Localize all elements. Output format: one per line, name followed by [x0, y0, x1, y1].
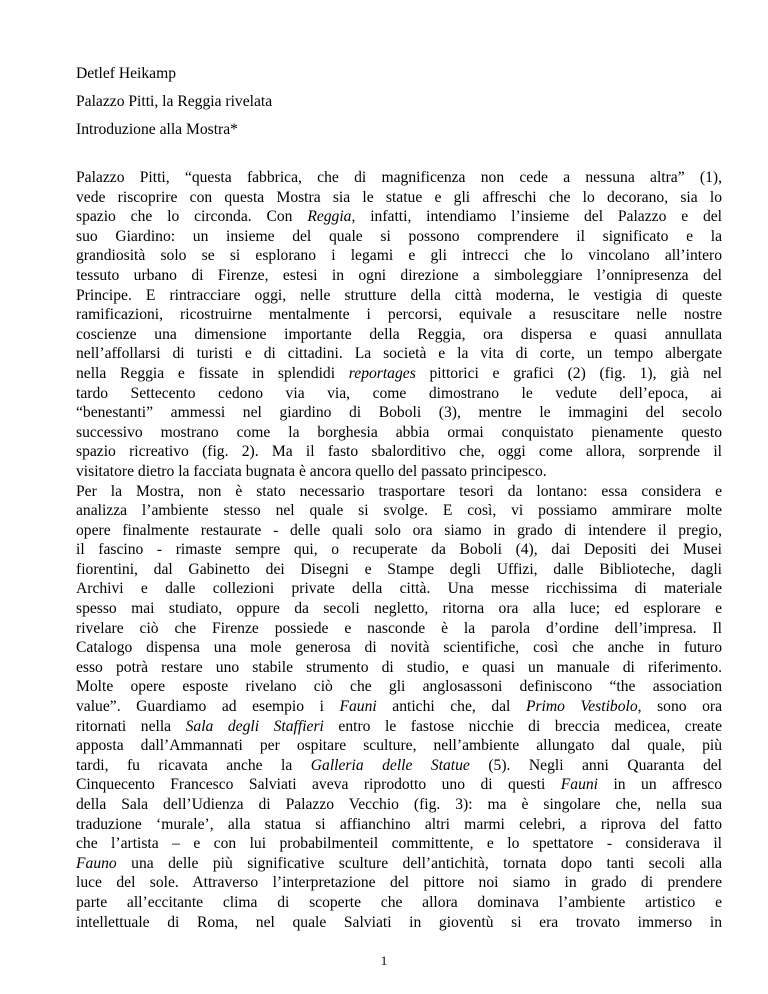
text-segment: intellettuale di Roma, nel quale Salviati in gioventù si era trovato immerso in: [76, 913, 722, 931]
text-line: [76, 501, 722, 521]
text-segment: nella Reggia e fissate in splendidi: [76, 364, 349, 382]
text-segment: , infatti, intendiamo l’insieme del Palazzo e del: [351, 208, 722, 226]
text-line: [76, 521, 722, 541]
text-segment: visitatore dietro la facciata bugnata è ancora quello del passato principesco.: [76, 462, 547, 480]
text-segment: il fascino - rimaste sempre qui, o recuperate da Boboli (4), dai Depositi dei Musei: [76, 541, 722, 559]
text-segment: tardi, fu ricavata anche la: [76, 756, 311, 774]
text-segment: una delle più significative sculture dell’antichità, tornata dopo tanti secoli alla: [116, 854, 722, 872]
text-segment: Cinquecento Francesco Salviati aveva riprodotto uno di questi: [76, 776, 561, 794]
text-line: [76, 540, 722, 560]
text-line: [76, 227, 722, 247]
text-line: [76, 913, 722, 933]
text-segment: tessuto urbano di Firenze, estesi in ogni direzione a simboleggiare l’onnipresenza del: [76, 266, 722, 284]
text-line: [76, 873, 722, 893]
text-line: [76, 619, 722, 639]
text-line: [76, 756, 722, 776]
text-line: [76, 325, 722, 345]
text-segment: fiorentini, dal Gabinetto dei Disegni e Stampe degli Uffizi, dalle Biblioteche, dagli: [76, 560, 722, 578]
page-number: 1: [380, 953, 388, 968]
text-line: [76, 579, 722, 599]
text-segment: ramificazioni, ricostruirne mentalmente i percorsi, equivale a resuscitare nelle nostre: [76, 306, 722, 324]
text-segment: della Sala dell’Udienza di Palazzo Vecchio (fig. 3): ma è singolare che, nella sua: [76, 796, 722, 813]
text-line: [76, 403, 722, 423]
text-line: [76, 854, 722, 874]
text-line: [76, 697, 722, 717]
text-segment: nell’affollarsi di turisti e di cittadini. La società e la vita di corte, un tempo albergate: [76, 345, 722, 363]
text-line: [76, 815, 722, 835]
text-segment: che l’artista – e con lui probabilmenteil committente, e lo spettatore - considerava il: [76, 835, 722, 853]
text-line: [76, 717, 722, 737]
text-line: [76, 246, 722, 266]
text-line: [76, 423, 722, 443]
text-line: [76, 795, 722, 815]
text-segment: esso potrà restare uno stabile strumento di studio, e quasi un manuale di riferimento.: [76, 658, 722, 676]
text-segment: parte all’eccitante clima di scoperte che allora dominava l’ambiente artistico e: [76, 893, 722, 911]
text-segment: Catalogo dispensa una mole generosa di novità scientifiche, così che anche in futuro: [76, 639, 722, 657]
text-line: [76, 364, 722, 384]
text-segment: spesso mai studiato, oppure da secoli negletto, ritorna ora alla luce; ed esplorare e: [76, 600, 722, 618]
italic-text: Galleria delle Statue: [310, 756, 470, 774]
text-segment: Principe. E rintracciare oggi, nelle strutture della città moderna, le vestigia di queste: [76, 286, 722, 304]
text-line: [76, 462, 722, 482]
document-title: Palazzo Pitti, la Reggia rivelata: [76, 93, 273, 110]
text-segment: vede riscoprire con questa Mostra sia le statue e gli affreschi che lo decorano, sia lo: [76, 188, 722, 206]
italic-text: Sala degli Staffieri: [185, 717, 324, 735]
text-segment: pittorici e grafici (2) (fig. 1), già nel: [415, 364, 722, 382]
text-line: [76, 266, 722, 286]
text-segment: luce del sole. Attraverso l’interpretazione del pittore noi siamo in grado di prendere: [76, 874, 722, 892]
author-name: Detlef Heikamp: [76, 65, 177, 82]
text-line: [76, 305, 722, 325]
text-segment: Archivi e dalle collezioni private della città. Una messe ricchissima di materiale: [76, 580, 722, 598]
text-line: [76, 442, 722, 462]
text-segment: rivelare ciò che Firenze possiede e nasconde è la parola d’ordine dell’impresa. Il: [76, 619, 722, 637]
italic-text: Fauni: [560, 776, 598, 794]
text-line: [76, 286, 722, 306]
text-segment: antichi che, dal: [376, 698, 526, 716]
text-segment: analizza l’ambiente stesso nel quale si svolge. E così, vi possiamo ammirare molte: [76, 502, 722, 520]
text-line: [76, 658, 722, 678]
text-segment: spazio ricreativo (fig. 2). Ma il fasto sbalorditivo che, oggi come allora, sorprende il: [76, 443, 722, 461]
text-line: [76, 560, 722, 580]
text-segment: apposta dall’Ammannati per ospitare sculture, nell’ambiente allungato dal quale, più: [76, 737, 722, 755]
text-line: [76, 893, 722, 913]
text-segment: Molte opere esposte rivelano ciò che gli anglosassoni definiscono “the association: [76, 678, 722, 696]
text-line: [76, 168, 722, 188]
text-segment: , sono ora: [637, 698, 722, 716]
text-line: [76, 834, 722, 854]
text-segment: Per la Mostra, non è stato necessario trasportare tesori da lontano: essa considera e: [76, 482, 722, 500]
text-line: [76, 775, 722, 795]
text-segment: spazio che lo circonda. Con: [76, 208, 308, 226]
document-subtitle: Introduzione alla Mostra*: [76, 121, 238, 138]
italic-text: reportages: [348, 364, 416, 382]
italic-text: Primo Vestibolo: [525, 698, 638, 716]
text-segment: value”. Guardiamo ad esempio i: [76, 698, 340, 716]
text-segment: Palazzo Pitti, “questa fabbrica, che di magnificenza non cede a nessuna altra” (1),: [76, 169, 722, 186]
text-line: [76, 736, 722, 756]
italic-text: Fauni: [339, 698, 377, 716]
text-segment: grandiosità solo se si esplorano i legami e gli intrecci che lo vincolano all’intero: [76, 247, 722, 265]
text-line: [76, 344, 722, 364]
text-line: [76, 384, 722, 404]
text-segment: “benestanti” ammessi nel giardino di Boboli (3), mentre le immagini del secolo: [76, 404, 722, 422]
italic-text: Reggia: [307, 208, 352, 226]
text-line: [76, 599, 722, 619]
text-line: [76, 638, 722, 658]
italic-text: Fauno: [76, 854, 117, 872]
text-segment: successivo mostrano come la borghesia abbia ormai conquistato pienamente questo: [76, 423, 722, 441]
text-segment: tardo Settecento cedono via via, come dimostrano le vedute dell’epoca, ai: [76, 384, 722, 402]
text-segment: traduzione ‘murale’, alla statua si affianchino altri marmi celebri, a riprova del fatto: [76, 815, 722, 833]
text-line: [76, 482, 722, 502]
body-text: [76, 168, 722, 932]
text-segment: (5). Negli anni Quaranta del: [469, 756, 722, 774]
text-segment: opere finalmente restaurate - delle quali solo ora siamo in grado di intendere il pregio,: [76, 521, 722, 539]
text-segment: entro le fastose nicchie di breccia medicea, create: [323, 717, 722, 735]
text-line: [76, 207, 722, 227]
text-segment: coscienze una dimensione importante della Reggia, ora dispersa e quasi annullata: [76, 325, 722, 343]
text-line: [76, 188, 722, 208]
text-segment: ritornati nella: [76, 717, 186, 735]
text-segment: in un affresco: [598, 776, 722, 794]
text-segment: suo Giardino: un insieme del quale si possono comprendere il significato e la: [76, 227, 722, 245]
text-line: [76, 677, 722, 697]
